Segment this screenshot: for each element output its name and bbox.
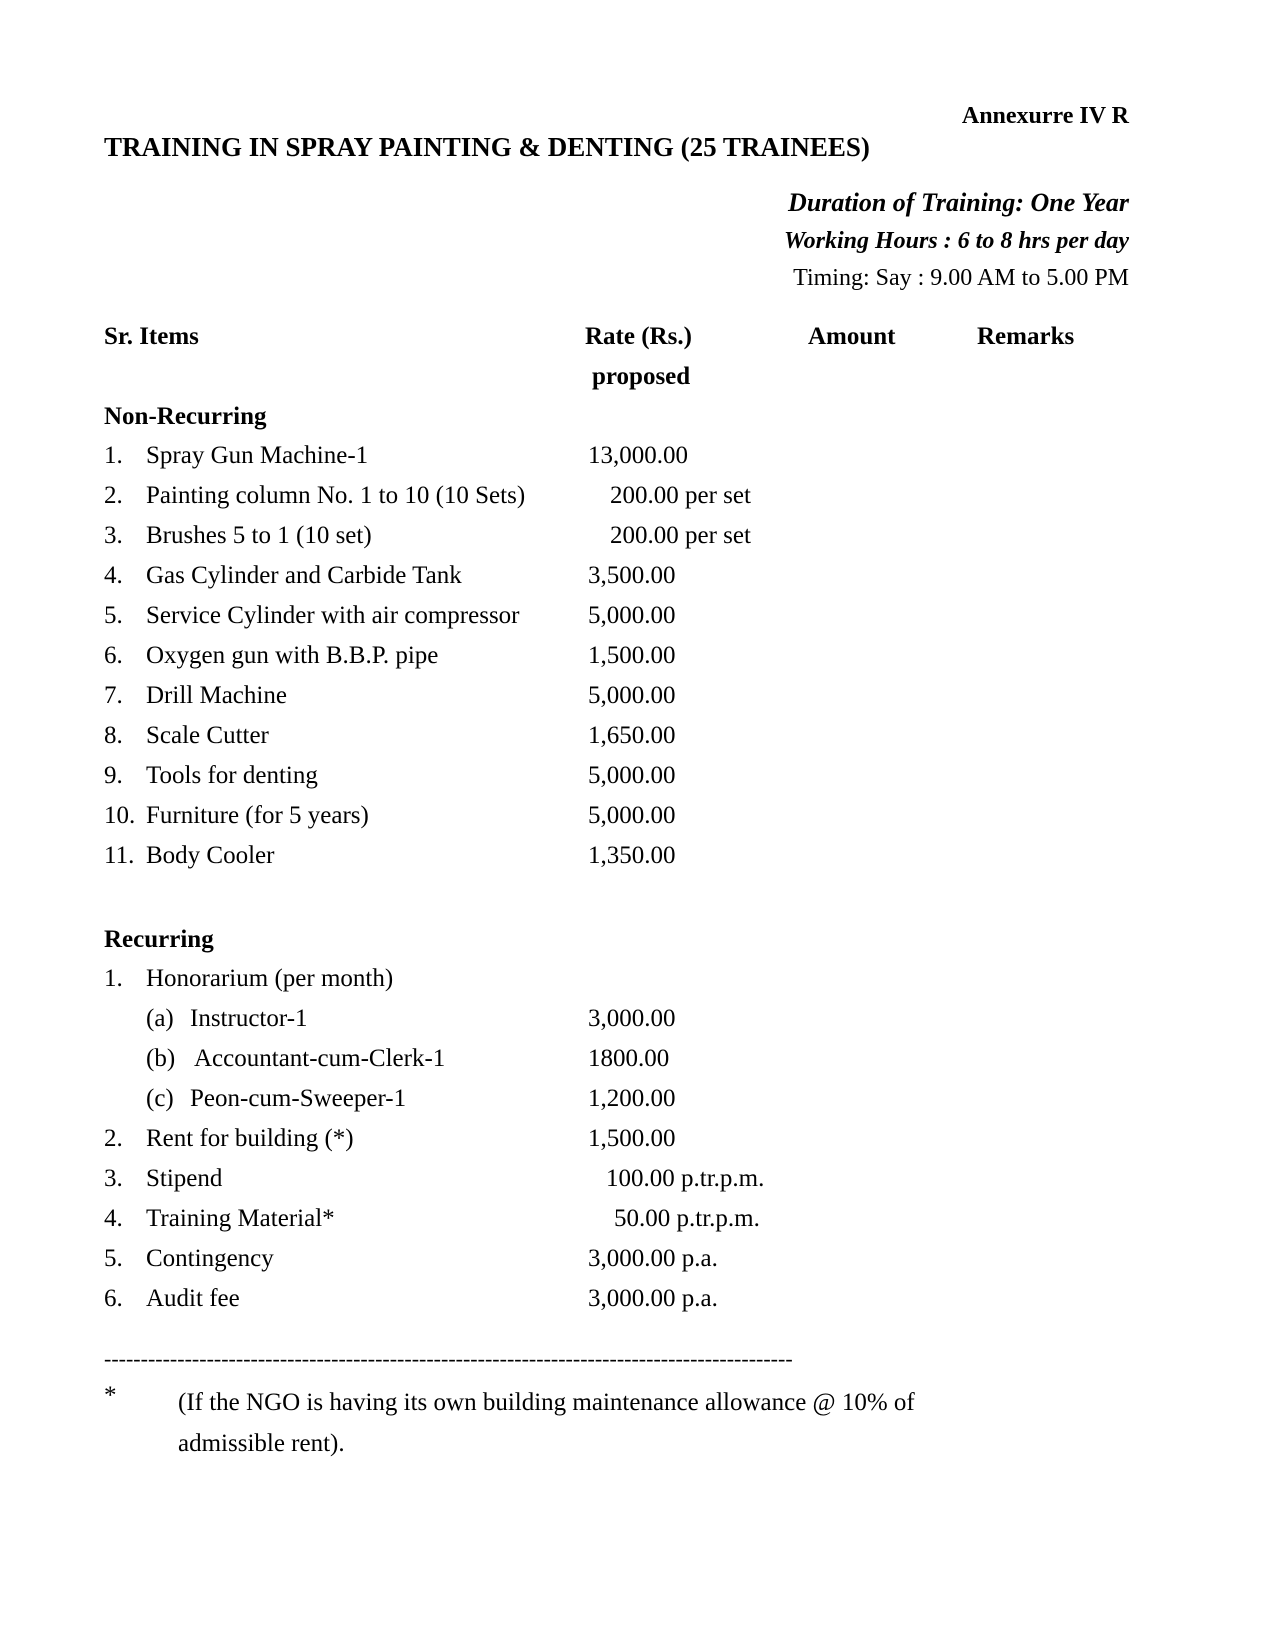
row-item: Peon-cum-Sweeper-1 <box>190 1085 407 1112</box>
row-number: 6. <box>104 1285 123 1312</box>
row-number: 2. <box>104 1125 123 1152</box>
row-rate: 1,500.00 <box>588 1125 676 1152</box>
table-row <box>104 1045 1164 1085</box>
row-rate: 100.00 p.tr.p.m. <box>606 1165 765 1192</box>
annexure-label: Annexurre IV R <box>961 103 1129 129</box>
row-item: Accountant-cum-Clerk-1 <box>194 1045 446 1072</box>
row-item: Painting column No. 1 to 10 (10 Sets) <box>146 482 526 509</box>
row-item: Scale Cutter <box>146 722 269 749</box>
column-header-rate-sub: proposed <box>592 363 691 390</box>
table-row <box>104 722 1164 762</box>
table-row <box>104 802 1164 842</box>
row-number: 3. <box>104 522 123 549</box>
table-row <box>104 1005 1164 1045</box>
row-rate: 1,500.00 <box>588 642 676 669</box>
row-item: Service Cylinder with air compressor <box>146 602 520 629</box>
row-item: Drill Machine <box>146 682 287 709</box>
table-row <box>104 762 1164 802</box>
row-rate: 3,000.00 p.a. <box>588 1285 718 1312</box>
table-row <box>104 1205 1164 1245</box>
row-number: 2. <box>104 482 123 509</box>
row-rate: 13,000.00 <box>588 442 688 469</box>
row-item: Gas Cylinder and Carbide Tank <box>146 562 462 589</box>
training-timing: Timing: Say : 9.00 AM to 5.00 PM <box>793 265 1129 291</box>
table-row <box>104 1085 1164 1125</box>
training-duration: Duration of Training: One Year <box>788 188 1129 217</box>
table-row <box>104 482 1164 522</box>
row-number: 4. <box>104 562 123 589</box>
row-number: 4. <box>104 1205 123 1232</box>
row-sub-label: (c) <box>146 1085 174 1112</box>
row-rate: 1800.00 <box>588 1045 670 1072</box>
section-heading-non-recurring: Non-Recurring <box>104 403 267 430</box>
table-row <box>104 842 1164 882</box>
row-item: Spray Gun Machine-1 <box>146 442 369 469</box>
row-sub-label: (a) <box>146 1005 174 1032</box>
row-rate: 50.00 p.tr.p.m. <box>614 1205 760 1232</box>
column-header-sr-items: Sr. Items <box>104 323 199 350</box>
row-number: 6. <box>104 642 123 669</box>
row-item: Instructor-1 <box>190 1005 308 1032</box>
row-item: Contingency <box>146 1245 274 1272</box>
table-row <box>104 442 1164 482</box>
footnote-marker: * <box>104 1382 117 1409</box>
row-item: Furniture (for 5 years) <box>146 802 369 829</box>
row-item: Brushes 5 to 1 (10 set) <box>146 522 372 549</box>
row-number: 5. <box>104 1245 123 1272</box>
row-rate: 3,000.00 p.a. <box>588 1245 718 1272</box>
table-row <box>104 562 1164 602</box>
row-number: 1. <box>104 965 123 992</box>
row-rate: 5,000.00 <box>588 682 676 709</box>
column-header-amount: Amount <box>808 323 896 350</box>
row-item: Rent for building (*) <box>146 1125 354 1152</box>
table-row <box>104 1165 1164 1205</box>
row-rate: 200.00 per set <box>610 482 751 509</box>
row-number: 9. <box>104 762 123 789</box>
row-sub-label: (b) <box>146 1045 176 1072</box>
row-rate: 1,350.00 <box>588 842 676 869</box>
row-rate: 1,650.00 <box>588 722 676 749</box>
row-rate: 3,500.00 <box>588 562 676 589</box>
row-number: 7. <box>104 682 123 709</box>
row-rate: 5,000.00 <box>588 602 676 629</box>
column-header-remarks: Remarks <box>977 323 1075 350</box>
footnote-divider: ---------------------------------------------------------------------------------------------- <box>104 1346 793 1371</box>
row-item: Stipend <box>146 1165 223 1192</box>
table-row <box>104 602 1164 642</box>
section-heading-recurring: Recurring <box>104 926 214 953</box>
row-item: Body Cooler <box>146 842 275 869</box>
row-number: 3. <box>104 1165 123 1192</box>
table-row <box>104 522 1164 562</box>
row-item: Tools for denting <box>146 762 318 789</box>
row-item: Audit fee <box>146 1285 240 1312</box>
table-row <box>104 1245 1164 1285</box>
row-rate: 1,200.00 <box>588 1085 676 1112</box>
row-item: Training Material* <box>146 1205 335 1232</box>
row-rate: 5,000.00 <box>588 802 676 829</box>
row-rate: 3,000.00 <box>588 1005 676 1032</box>
table-row <box>104 965 1164 1005</box>
row-item: Honorarium (per month) <box>146 965 394 992</box>
footnote-text: (If the NGO is having its own building maintenance allowance @ 10% of admissible rent). <box>178 1389 915 1457</box>
row-number: 1. <box>104 442 123 469</box>
table-row <box>104 682 1164 722</box>
table-row <box>104 642 1164 682</box>
row-number: 5. <box>104 602 123 629</box>
working-hours: Working Hours : 6 to 8 hrs per day <box>784 228 1129 254</box>
table-row <box>104 1125 1164 1165</box>
row-item: Oxygen gun with B.B.P. pipe <box>146 642 439 669</box>
row-rate: 200.00 per set <box>610 522 751 549</box>
row-rate: 5,000.00 <box>588 762 676 789</box>
row-number: 8. <box>104 722 123 749</box>
table-row <box>104 1285 1164 1325</box>
column-header-rate: Rate (Rs.) <box>585 323 692 350</box>
page-title: TRAINING IN SPRAY PAINTING & DENTING (25 TRAINEES) <box>104 132 870 162</box>
row-number: 11. <box>104 842 135 869</box>
row-number: 10. <box>104 802 136 829</box>
